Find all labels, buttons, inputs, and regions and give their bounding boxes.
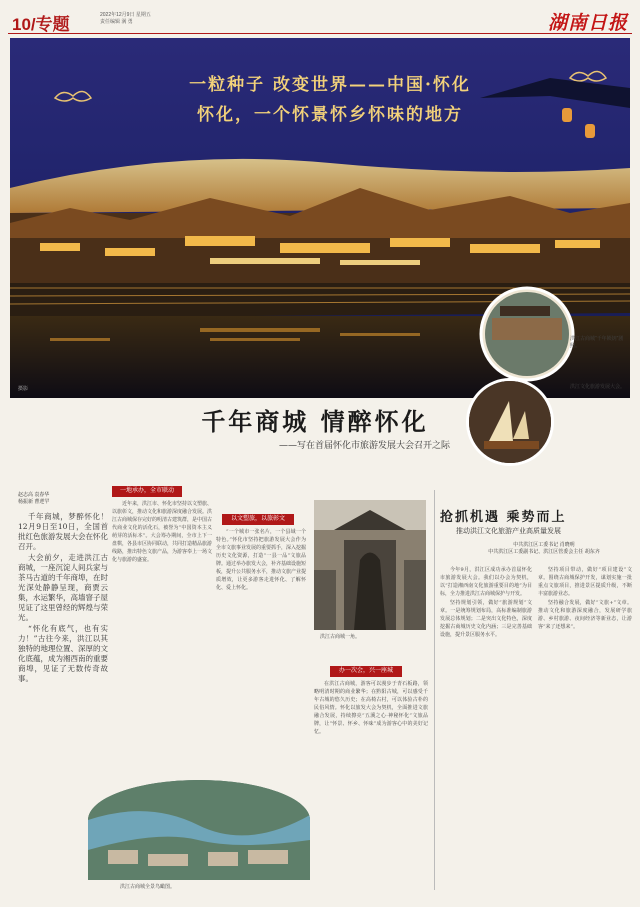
ancient-town-photo-illustration [314, 500, 426, 630]
hero-slogan-line1: 一粒种子 改变世界——中国·怀化 [189, 75, 471, 95]
aerial-view-photo [88, 780, 310, 880]
aerial-view-illustration [88, 780, 310, 880]
mid-column-1: 近年来，洪江市、怀化市坚持以文塑旅、以旅彰文，推动文化和旅游深度融合发展。洪江古商城保存完好的明清古建筑群，是中国古代商业文化的活化石，被誉为“中国资本主义萌芽的活标本”。大会筹办期间，全市上下一盘棋，各县市区协同联动，共同打造精品旅游线路，推出特色文旅产品，为游客奉上一场文化与旅游的盛宴。 [112, 501, 212, 563]
right-article-col-b [538, 566, 632, 886]
caption-aerial-view: 洪江古商城全景鸟瞰图。 [120, 884, 176, 890]
caption-circle-top: 洪江古商城“千年锁钥”剧照。 [570, 336, 624, 349]
main-subheadline: ——写在首届怀化市旅游发展大会召开之际 [278, 441, 450, 451]
mid-column-3: 在洪江古商城，游客可以漫步于青石板路，领略明清时期的商业繁华；在黔阳古城，可以感受千年古城的悠久历史；在高椅古村，可以体验古朴的民俗风情。怀化以旅发大会为契机，全面推进文旅融合发展，持续擦亮“五溪之心·神秘怀化”文旅品牌，让“怀景、怀乡、怀味”成为游客心中的美好记忆。 [314, 681, 428, 735]
hero-image [10, 38, 630, 398]
right-article-para4: 坚持融合发展，做好“文旅+”文章。推动文化和旅游深度融合，发展研学旅游、乡村旅游、夜间经济等新业态，让游客“来了还想来”。 [538, 600, 632, 630]
section-name: 专题 [35, 15, 70, 34]
section-tag-3: 办一次会，兴一座城 [330, 666, 402, 677]
right-article-title: 抢抓机遇 乘势而上 [440, 510, 567, 525]
section-tag-1: 一地承办，全市联动 [112, 486, 182, 497]
left-article-body [18, 512, 108, 807]
mid-column-2: “一个城市一张名片，一个县域一个特色。”怀化市坚持把旅游发展大会作为全市文旅事业发展的重要抓手，深入挖掘历史文化资源，打造“一县一品”文旅品牌。通过举办旅发大会，补齐基础设施短板，提升公共服务水平，推动文旅产业提质增效，让更多游客走进怀化、了解怀化、爱上怀化。 [216, 529, 306, 591]
right-article-para3: 坚持项目带动，做好“项目建设”文章。围绕古商城保护开发，谋划实施一批重点文旅项目，推进景区提质升级，不断丰富旅游业态。 [538, 567, 632, 597]
caption-ancient-town: 洪江古商城一角。 [320, 634, 361, 640]
caption-circle-bottom: 洪江文化旅游发展大会。 [570, 384, 626, 390]
issue-meta: 2022年12月9日 星期五 责任编辑 满 勇 [100, 12, 151, 25]
main-headline: 千年商城 情醉怀化 [201, 407, 429, 436]
hero-slogan-line2: 怀化，一个怀景怀乡怀味的地方 [197, 105, 463, 125]
section-tag-2: 以文塑旅，以旅彰文 [222, 514, 294, 525]
left-article-intro: 千年商城，梦醉怀化！12月9日至10日，全国首批红色旅游发展大会在怀化召开。 [18, 512, 108, 551]
left-byline: 赵志高 袁春华 杨振新 曹逻罕 [18, 492, 50, 505]
right-article-para1: 今年9月，洪江区成功承办首届怀化市旅游发展大会。我们以办会为契机，以“打造湘西南文化旅游重要目的地”为目标，全力推进洪江古商城保护与开发。 [440, 567, 532, 597]
newspaper-logo: 湖南日报 [547, 12, 628, 34]
left-article-para2: 大会前夕，走进洪江古商城，一座沉淀人间兵家与茶马古道的千年商埠，在时光深处静静呈现，商贾云集，水运繁华，高墙窨子屋见证了这里曾经的辉煌与荣光。 [18, 553, 108, 622]
ancient-town-photo [314, 500, 426, 630]
right-article-para2: 坚持规划引领，做好“旅游规划”文章。一是统筹规划布局，高标准编制旅游发展总体规划；二是突出文化特色，深度挖掘古商城历史文化内涵；三是完善基础设施，提升景区服务水平。 [440, 600, 532, 638]
page-number: 10/专题 [12, 15, 70, 34]
right-article-col-a [440, 566, 532, 886]
right-article-authors: 中共洪江区工委书记 肖晓明 中共洪江区工委副书记、洪江区管委会主任 胡东齐 [488, 542, 600, 555]
caption-hero-credit: 摄影 [18, 386, 29, 392]
circle-photo-illustration [469, 381, 551, 463]
masthead [8, 6, 632, 34]
column-divider [434, 490, 435, 890]
right-article-subtitle: 推动洪江文化旅游产业高质量发展 [456, 527, 561, 535]
left-article-para3: “怀化有底气，也有实力！”古往今来，洪江以其独特的地理位置、深厚的文化底蕴，成为湘西南的重要商埠，见证了无数传奇故事。 [18, 624, 108, 683]
circle-photo-bottom [466, 378, 554, 466]
